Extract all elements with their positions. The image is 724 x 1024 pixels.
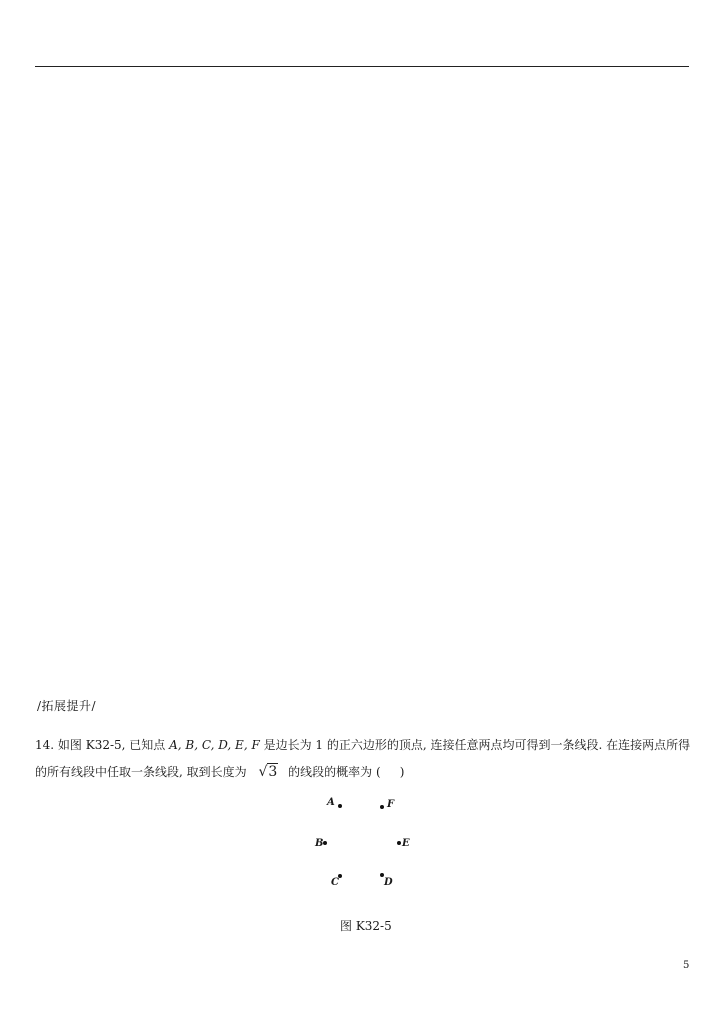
answer-blank xyxy=(381,765,400,779)
question-text-2a: 的所有线段中任取一条线段, 取到长度为 xyxy=(35,765,247,779)
question-text-2b: 的线段的概率为 ( xyxy=(288,765,381,779)
vertex-point-a xyxy=(338,804,342,808)
sqrt-expression xyxy=(258,764,278,780)
header-rule xyxy=(35,66,689,67)
question-line-1 xyxy=(35,736,690,753)
radical-sign: √ xyxy=(258,764,268,780)
figure-caption: 图 K32-5 xyxy=(340,919,392,933)
section-label: /拓展提升/ xyxy=(37,699,97,713)
page-number: 5 xyxy=(683,960,690,971)
question-line-2 xyxy=(35,763,404,780)
vertex-label-d: D xyxy=(384,877,393,888)
question-text-1b: 是边长为 1 的正六边形的顶点, 连接任意两点均可得到一条线段. 在连接两点所得 xyxy=(259,738,691,752)
vertex-point-b xyxy=(323,841,327,845)
question-points-list: A, B, C, D, E, F xyxy=(169,738,260,752)
vertex-point-e xyxy=(397,841,401,845)
close-paren: ) xyxy=(399,765,405,779)
vertex-label-b: B xyxy=(315,838,324,849)
vertex-label-e: E xyxy=(402,838,410,849)
vertex-label-f: F xyxy=(387,799,395,810)
vertex-label-a: A xyxy=(327,797,335,808)
hexagon-figure xyxy=(300,790,420,900)
vertex-point-f xyxy=(380,805,384,809)
question-number: 14. xyxy=(35,738,55,752)
sqrt-value: 3 xyxy=(268,764,278,780)
question-text-1a: 如图 K32-5, 已知点 xyxy=(57,738,170,752)
vertex-label-c: C xyxy=(331,877,339,888)
